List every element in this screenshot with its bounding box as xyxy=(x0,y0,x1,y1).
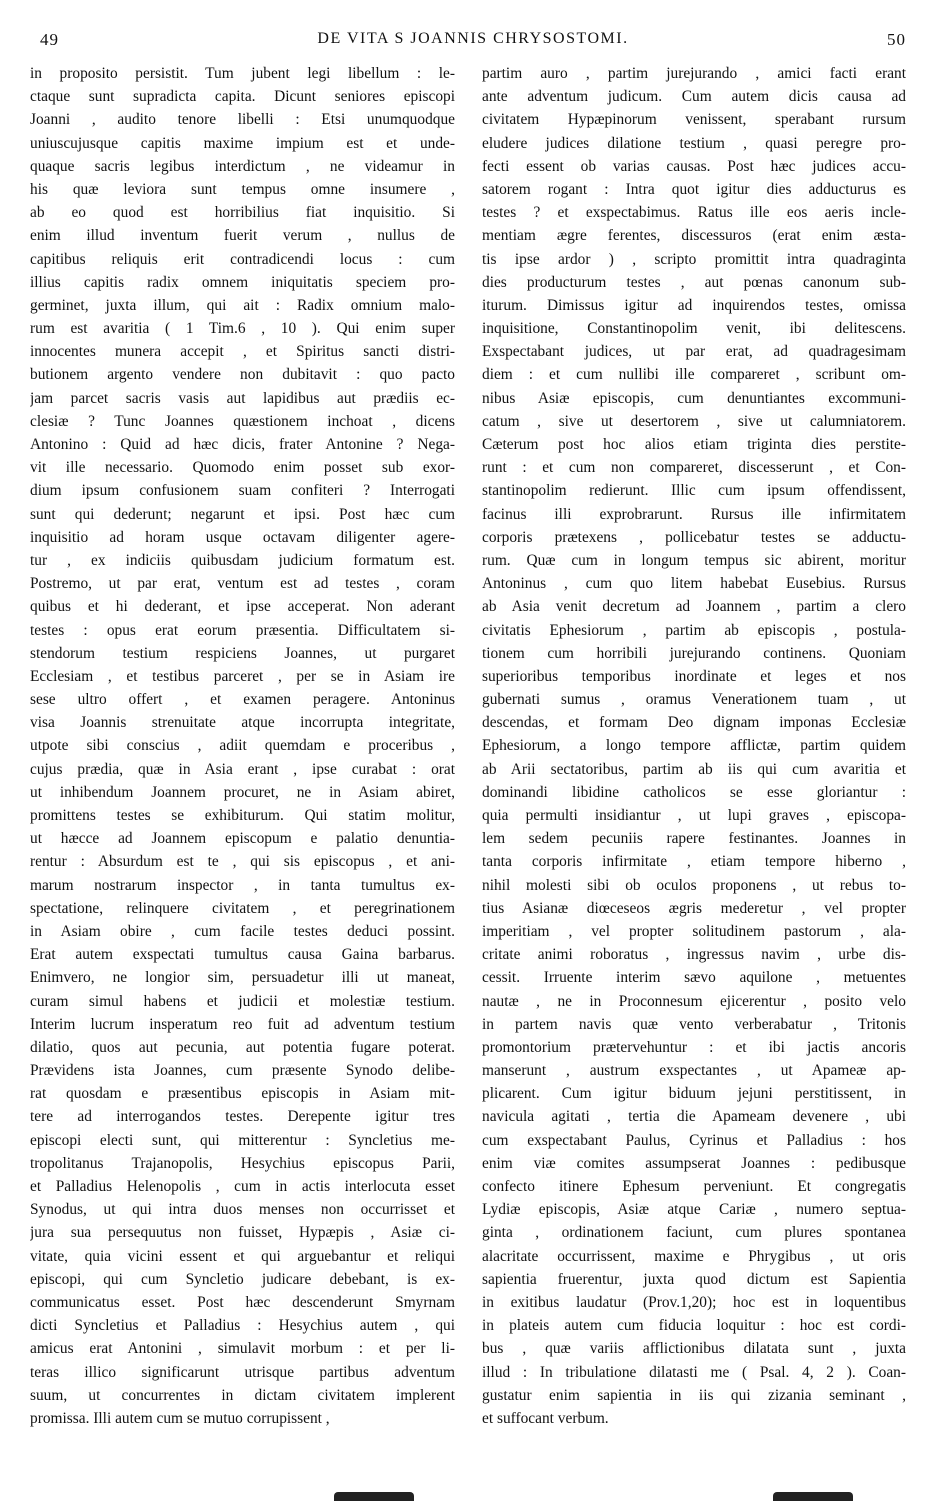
text-line: rum est avaritia ( 1 Tim.6 , 10 ). Qui enim super xyxy=(30,320,455,338)
text-line: Erat autem exspectati tumultus causa Gaina barbarus. xyxy=(30,946,455,964)
text-line: et Palladius Helenopolis , cum in actis interlocuta esset xyxy=(30,1178,455,1195)
text-line: cum exspectabant Paulus, Cyrinus et Palladius : hos xyxy=(482,1131,906,1149)
text-line: tere ad interrogandos testes. Derepente igitur tres xyxy=(30,1108,455,1126)
text-line: Interim lucrum insperatum reo fuit ad adventum testium xyxy=(30,1015,455,1033)
text-line: Antoninus , cum quo litem habebat Eusebius. Rursus xyxy=(482,575,906,593)
text-line: in exitibus laudatur (Prov.1,20); hoc est in loquentibus xyxy=(482,1293,906,1311)
text-line: teras illico significarunt utrisque partibus adventum xyxy=(30,1363,455,1381)
text-line: nautæ , ne in Proconnesum ejicerentur , posito velo xyxy=(482,992,906,1010)
text-line: communicatus esset. Post hæc descenderunt Smyrnam xyxy=(30,1293,455,1311)
page-header xyxy=(40,30,906,56)
text-line: inquisitione, Constantinopolim venit, ibi delitescens. xyxy=(482,320,906,338)
text-line: tropolitanus Trajanopolis, Hesychius episcopus Parii, xyxy=(30,1154,455,1172)
text-line: ut inhibendum Joannem procuret, ne in Asiam abiret, xyxy=(30,783,455,801)
text-line: promittens testes se exhibiturum. Qui statim molitur, xyxy=(30,807,455,824)
text-line: marum nostrarum inspector , in tanta tumultus ex- xyxy=(30,876,455,894)
text-line: episcopi electi sunt, qui mitterentur : Syncletius me- xyxy=(30,1131,455,1149)
text-line: Lydiæ episcopis, Asiæ atque Cariæ , numero septua- xyxy=(482,1201,906,1219)
text-line: visa Joannis strenuitate atque incorrupta integritate, xyxy=(30,714,455,732)
text-line: cujus prædia, quæ in Asia erant , ipse curabat : orat xyxy=(30,760,455,778)
text-line: inquisitio ad horam usque octavam diligenter agere- xyxy=(30,528,455,546)
text-line: jura sua persequutus non fuisset, Hypæpis , Asiæ ci- xyxy=(30,1224,455,1242)
text-line: ginta , ordinationem faciunt, cum plures spontanea xyxy=(482,1224,906,1242)
text-line: stendorum testium respiciens Joannes, ut purgaret xyxy=(30,644,455,662)
text-line: catum , sive ut desertorem , sive ut calumniatorem. xyxy=(482,412,906,430)
text-line: spectatione, relinquere civitatem , et peregrinationem xyxy=(30,899,455,917)
text-line: dicti Syncletius et Palladius : Hesychius autem , qui xyxy=(30,1317,455,1335)
text-line: in plateis autem cum fiducia loquitur : hoc est cordi- xyxy=(482,1317,906,1335)
text-line: testes : opus erat eorum præsentia. Difficultatem si- xyxy=(30,621,455,639)
text-line: mentiam ægre ferentes, discessuros (erat enim æsta- xyxy=(482,227,906,245)
text-line: vitate, quia vicini essent et qui arguebantur et reliqui xyxy=(30,1247,455,1265)
text-line: butionem argento vendere non dubitavit : quo pacto xyxy=(30,366,455,384)
text-line: satorem rogant : Intra quot igitur dies adducturus es xyxy=(482,180,906,198)
text-line: nibus Asiæ episcopis, cum denuntiantes excommuni- xyxy=(482,389,906,407)
text-line: Antonino : Quid ad hæc dicis, frater Antonine ? Nega- xyxy=(30,436,455,453)
footer-marks xyxy=(0,1484,938,1501)
text-line: Ecclesiam , et testibus parceret , per se in Asiam ire xyxy=(30,667,455,685)
text-line: ab Arii sectatoribus, partim ab iis qui cum avaritia et xyxy=(482,760,906,778)
text-line: critate animi roboratus , ingressus navim , urbe dis- xyxy=(482,946,906,964)
text-line: jam parcet sacris vasis aut lapidibus aut prædiis ec- xyxy=(30,389,455,407)
text-line: tionem cum horribili jurejurando continens. Quoniam xyxy=(482,644,906,662)
text-line: promontorium prætervehuntur : et ibi jactis ancoris xyxy=(482,1038,906,1056)
text-line: sunt qui dederunt; negarunt et ipsi. Post hæc cum xyxy=(30,505,455,523)
text-line: ante adventum judicum. Cum autem dicis causa ad xyxy=(482,88,906,106)
text-line: lem sedem pecuniis rapere festinantes. Joannes in xyxy=(482,830,906,848)
text-line: in Asiam obire , cum facile testes deduci possint. xyxy=(30,922,455,940)
text-line: sapientia fruerentur, juxta quod dictum est Sapientia xyxy=(482,1270,906,1288)
text-line: plicarent. Cum igitur biduum jejuni perstitissent, in xyxy=(482,1085,906,1103)
text-line: runt : et cum non compareret, discesserunt , et Con- xyxy=(482,459,906,477)
text-line: ab eo quod est horribilius fiat inquisitio. Si xyxy=(30,204,455,222)
text-line: rat quosdam e præsentibus episcopis in Asiam mit- xyxy=(30,1085,455,1103)
text-line: uniuscujusque capitis maxime impium est et unde- xyxy=(30,134,455,152)
text-line: diem : et cum nullibi ille compareret , scribunt om- xyxy=(482,366,906,384)
text-line: illius capitis radix omnem iniquitatis speciem pro- xyxy=(30,273,455,291)
cut-off-glyph-right xyxy=(773,1492,853,1501)
text-line: manserunt , austrum exspectantes , ut Apameæ ap- xyxy=(482,1062,906,1080)
text-line: tius Asianæ diœceseos ægris mederetur , vel propter xyxy=(482,899,906,917)
text-line: nihil molesti sibi ob oculos proponens , ut rebus to- xyxy=(482,876,906,894)
text-line: Synodus, ut qui intra duos menses non occurrisset et xyxy=(30,1201,455,1219)
text-line: tanta corporis infirmitate , etiam tempore hiberno , xyxy=(482,853,906,871)
text-line: quaque sacris legibus interdictum , ne videamur in xyxy=(30,157,455,175)
text-line: tis ipse ardor ) , scripto promittit intra quadraginta xyxy=(482,250,906,268)
text-line: testes ? et exspectabimus. Ratus ille eos aeris incle- xyxy=(482,204,906,222)
right-column xyxy=(482,62,906,1430)
text-line: rum. Quæ cum in longum tempus sic abirent, moritur xyxy=(482,551,906,569)
running-title: DE VITA S JOANNIS CHRYSOSTOMI. xyxy=(317,30,629,47)
text-line: Joanni , audito tenore libelli : Etsi unumquodque xyxy=(30,111,455,129)
text-line: tur , ex indiciis quibusdam judicium formatum est. xyxy=(30,551,455,569)
text-line: facinus illi exprobrarunt. Rursus ille infirmitatem xyxy=(482,505,906,523)
text-line: innocentes munera accepit , et Spiritus sancti distri- xyxy=(30,343,455,361)
text-line: vit ille necessario. Quomodo enim posset sub exor- xyxy=(30,459,455,477)
text-line: Postremo, ut par erat, ventum est ad testes , coram xyxy=(30,575,455,593)
text-line: sese ultro offert , et examen peragere. Antoninus xyxy=(30,691,455,709)
text-line: quibus et hi dederant, et ipse acceperat. Non aderant xyxy=(30,598,455,616)
text-line: confecto itinere Ephesum perveniunt. Et congregatis xyxy=(482,1178,906,1195)
page-number-right: 50 xyxy=(887,30,906,49)
text-line: ctaque sunt supradicta capita. Dicunt seniores episcopi xyxy=(30,88,455,106)
text-line: fecti essent ob varias causas. Post hæc judices accu- xyxy=(482,157,906,175)
text-line: descendas, et formam Deo dignam imponas Ecclesiæ xyxy=(482,714,906,732)
text-line: utpote sibi conscius , adiit quemdam e proceribus , xyxy=(30,737,455,755)
text-line: quia permulti insidiantur , ut lupi graves , episcopa- xyxy=(482,807,906,824)
text-line: superioribus temporibus inordinate et leges et nos xyxy=(482,667,906,685)
text-line: imperitiam , vel propter solitudinem pastorum , ala- xyxy=(482,922,906,940)
text-line: dium ipsum confusionem suam confiteri ? Interrogati xyxy=(30,482,455,500)
text-line: bus , quæ variis afflictionibus dilatata sunt , juxta xyxy=(482,1340,906,1358)
text-line: gustatur enim sapientia in iis qui zizania seminant , xyxy=(482,1386,906,1404)
text-line: germinet, juxta illum, qui ait : Radix omnium malo- xyxy=(30,296,455,314)
text-line: Cæterum post hoc alios etiam triginta dies perstite- xyxy=(482,436,906,453)
cut-off-glyph-left xyxy=(334,1492,414,1501)
text-line: clesiæ ? Tunc Joannes quæstionem inchoat , dicens xyxy=(30,412,455,430)
text-line: dominandi libidine catholicos se esse gloriantur : xyxy=(482,783,906,801)
text-line: Exspectabant judices, ut par erat, ad quadragesimam xyxy=(482,343,906,361)
text-line: illud : In tribulatione dilatasti me ( Psal. 4, 2 ). Coan- xyxy=(482,1363,906,1381)
text-line: episcopi, qui cum Syncletio judicare debebant, is ex- xyxy=(30,1270,455,1288)
text-line: amicus erat Antonini , simulavit morbum : et per li- xyxy=(30,1340,455,1358)
text-line: ut hæcce ad Joannem episcopum e palatio denuntia- xyxy=(30,830,455,848)
text-line: stantinopolim redierunt. Illic cum ipsum offendissent, xyxy=(482,482,906,500)
page-number-left: 49 xyxy=(40,30,59,49)
text-line: dilatio, quos aut pecunia, aut potentia fugare poterat. xyxy=(30,1038,455,1056)
text-line: civitatis Ephesiorum , partim ab episcopis , postula- xyxy=(482,621,906,639)
text-line: partim auro , partim jurejurando , amici facti erant xyxy=(482,65,906,82)
text-line: in proposito persistit. Tum jubent legi libellum : le- xyxy=(30,65,455,82)
text-line: ab Asia venit decretum ad Joannem , partim a clero xyxy=(482,598,906,616)
text-line: Ephesiorum, a longo tempore afflictæ, partim quidem xyxy=(482,737,906,755)
text-line: eludere judices dilatione testium , quasi peregre pro- xyxy=(482,134,906,152)
text-line: Enimvero, ne longior sim, persuadetur illi ut maneat, xyxy=(30,969,455,987)
text-line: gubernati sumus , oramus Venerationem tuam , ut xyxy=(482,691,906,709)
text-line: navicula agitati , tertia die Apameam devenere , ubi xyxy=(482,1108,906,1126)
text-line: civitatem Hypæpinorum venissent, sperabant rursum xyxy=(482,111,906,129)
text-line: enim viæ comites assumpserat Joannes : pedibusque xyxy=(482,1154,906,1172)
text-line: in partem navis quæ vento verberabatur , Tritonis xyxy=(482,1015,906,1033)
text-line: suum, ut concurrentes in dictam civitatem implerent xyxy=(30,1386,455,1404)
text-line: et suffocant verbum. xyxy=(482,1409,609,1427)
text-line: promissa. Illi autem cum se mutuo corrupissent , xyxy=(30,1409,330,1427)
text-line: cessit. Irruente interim sævo aquilone , metuentes xyxy=(482,969,906,987)
left-column xyxy=(30,62,455,1430)
text-line: dies producturum testes , aut pœnas canonum sub- xyxy=(482,273,906,291)
text-line: capitibus reliquis erit contradicendi locus : cum xyxy=(30,250,455,268)
text-line: alacritate occurrissent, maxime e Phrygibus , ut oris xyxy=(482,1247,906,1265)
text-line: his quæ leviora sunt tempus omne insumere , xyxy=(30,180,455,198)
text-line: iturum. Dimissus igitur ad inquirendos testes, omissa xyxy=(482,296,906,314)
text-line: corporis prætexens , pollicebatur testes se adductu- xyxy=(482,528,906,546)
text-line: rentur : Absurdum est te , qui sis episcopus , et ani- xyxy=(30,853,455,871)
text-line: Prævidens ista Joannes, cum præsente Synodo delibe- xyxy=(30,1062,455,1080)
text-line: enim illud inventum fuerit verum , nullus de xyxy=(30,227,455,245)
text-line: curam simul habens et judicii et molestiæ testium. xyxy=(30,992,455,1010)
